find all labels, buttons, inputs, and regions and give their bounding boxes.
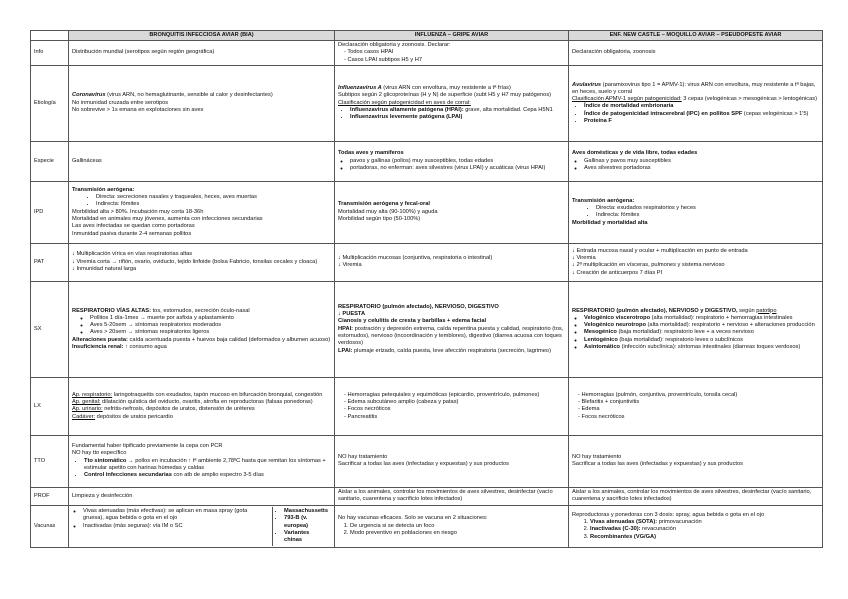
- cell-tto-newcastle: NO hay tratamiento Sacrificar a todas las aves (infectadas y expuestas) y sus productos: [569, 435, 823, 487]
- row-label-info: Info: [31, 41, 69, 66]
- row-pat: [31, 243, 823, 281]
- row-etiologia: [31, 65, 823, 141]
- row-label-sx: SX: [31, 281, 69, 377]
- row-sx: [31, 281, 823, 377]
- header-corner: [31, 31, 69, 41]
- cell-etiologia-bia: Coronavirus (virus ARN, no hemaglutinante, sensible al calor y desinfectantes) No inmunidad cruzada entre serotipos No sobrevive > 1s emana en explotaciones sin aves: [69, 65, 335, 141]
- row-info: [31, 41, 823, 66]
- row-vacunas: [31, 505, 823, 547]
- cell-ipd-newcastle: Transmisión aerógena: • Directa: exudados respiratorios y heces • Indirecta: fómites Morbilidad y mortalidad alta: [569, 181, 823, 243]
- cell-tto-bia: Fundamental haber tipificado previamente la cepa con PCR NO hay tto específico • Tto sintomático → pollos en incubación ↑ tª ambiente 2,78ºC hasta que remitan los síntomas + estimular apetito con harinas húmedas y caldas • Control infecciones secundarias con atb de amplio espectro 3-5 días: [69, 435, 335, 487]
- header-bia: BRONQUITIS INFECCIOSA AVIAR (BIA): [69, 31, 335, 41]
- row-lx: [31, 377, 823, 435]
- comparison-table: [30, 30, 823, 548]
- row-label-prof: PROF: [31, 487, 69, 505]
- cell-especie-bia: Gallináceas: [69, 141, 335, 181]
- cell-ipd-bia: Transmisión aerógena: • Directa: secreciones nasales y traqueales, heces, aves muertas • Indirecta: fómites Morbilidad alta > 80%. Incubación muy corta 18-36h Mortalidad en animales muy jóvenes, aumenta con infecciones secundarias Las aves infectadas se quedan como portadoras Inmunidad pasiva durante 2-4 semanas pollitos: [69, 181, 335, 243]
- header-influenza: INFLUENZA – GRIPE AVIAR: [335, 31, 569, 41]
- cell-sx-influenza: RESPIRATORIO (pulmón afectado), NERVIOSO, DIGESTIVO ↓ PUESTA Cianosis y celulitis de cresta y barbillas + edema facial HPAI: postración y depresión extrema, caída repentina puesta y calidad, respiratorio (tos, estornudos), nervioso (incoordinación y temblores), digestivo (diarrea acuosa con toques verdosos) LPAI: plumaje erizado, caída puesta, leve afección respiratoria (secreción, lagrimeo): [335, 281, 569, 377]
- cell-info-newcastle: Declaración obligatoria, zoonosis: [569, 41, 823, 66]
- cell-info-bia: Distribución mundial (serotipos según región geográfica): [69, 41, 335, 66]
- cell-vacunas-newcastle: Reproductoras y ponedoras con 3 dosis: spray, agua bebida o gota en el ojo 1. Vivas atenuadas (SOTA): primovacunación 2. Inactivadas (C-30): revacunación 3. Recombinantes (VG/GA): [569, 505, 823, 547]
- row-tto: [31, 435, 823, 487]
- cell-prof-newcastle: Aislar a los animales, controlar los movimientos de aves silvestres, desinfectar (vacío sanitario, cuarentena y sacrificio lotes infectados): [569, 487, 823, 505]
- cell-lx-bia: Ap. respiratorio: laringotraqueitis con exudados, tapón mucoso en bifurcación bronquial, congestión Ap. genital: dilatación quística del oviducto, ovaritis, atrofia en reproductoras (falsas ponedoras) Ap. urinario: nefritis-nefrosis, depósitos de uratos, distensión de uréteres Cadáver: depósitos de uratos pericardio: [69, 377, 335, 435]
- row-label-especie: Especie: [31, 141, 69, 181]
- row-label-ipd: IPD: [31, 181, 69, 243]
- cell-especie-newcastle: Aves domésticas y de vida libre, todas edades ◦ Gallinas y pavos muy susceptibles ◦ Aves silvestres portadoras: [569, 141, 823, 181]
- cell-especie-influenza: Todas aves y mamíferos ◦ pavos y gallinas (pollos) muy susceptibles, todas edades ◦ portadoras, no enferman: aves silvestres (virus LPAI) y acuáticas (virus HPAI): [335, 141, 569, 181]
- row-label-pat: PAT: [31, 243, 69, 281]
- cell-lx-newcastle: - Hemorragias (pulmón, conjuntiva, proventrículo, tonsila cecal) - Blefaritis + conjuntivitis - Edema - Focos necróticos: [569, 377, 823, 435]
- cell-sx-bia: RESPIRATORIO VÍAS ALTAS: tos, estornudos, secreción óculo-nasal ◦ Pollitos 1 día-1mes → muerte por asfixia y aplastamiento ◦ Aves 5-20sem → síntomas respiratorios moderados ◦ Aves > 20sem → síntomas respiratorios ligeros Alteraciones puesta: caída acentuada puesta + huevos baja calidad (deformados y albumen acuoso) Insuficiencia renal: ↑ consumo agua: [69, 281, 335, 377]
- cell-pat-influenza: ↓ Multiplicación mucosas (conjuntiva, respiratoria o intestinal) ↓ Viremia: [335, 243, 569, 281]
- cell-info-influenza: Declaración obligatoria y zoonosis. Declarar: - Todos casos HPAI - Casos LPAI subtipos H5 y H7: [335, 41, 569, 66]
- row-ipd: [31, 181, 823, 243]
- row-label-tto: TTO: [31, 435, 69, 487]
- row-label-vacunas: Vacunas: [31, 505, 69, 547]
- cell-etiologia-influenza: Influenzavirus A (virus ARN con envoltura, muy resistente a tª frías) Subtipos según 2 glicoproteínas (H y N) de superficie (subt H5 y H7 muy patógenos) Clasificación según patogenicidad en aves de corral: • Influenzavirus altamente patógena (HPAI): grave, alta mortalidad. Cepa H5N1 • Influenzavirus levemente patógena (LPAI): [335, 65, 569, 141]
- cell-ipd-influenza: Transmisión aerógena y fecal-oral Mortalidad muy alta (90-100%) y aguda Morbilidad según tipo (50-100%): [335, 181, 569, 243]
- cell-lx-influenza: - Hemorragias petequiales y equimóticas (epicardio, proventrículo, pulmones) - Edema subcutáneo amplio (cabeza y patas) - Focos necróticos - Pancreatitis: [335, 377, 569, 435]
- cell-pat-bia: ↓ Multiplicación vírica en vías respiratorias altas ↓ Viremia corta → riñón, ovario, oviducto, tejido linfoide (bolsa Fabricio, tonsilas cecales y cloaca) ↓ Inmunidad natural larga: [69, 243, 335, 281]
- cell-tto-influenza: NO hay tratamiento Sacrificar a todas las aves (infectadas y expuestas) y sus productos: [335, 435, 569, 487]
- header-row: [31, 31, 823, 41]
- row-label-etiologia: Etiología: [31, 65, 69, 141]
- cell-prof-bia: Limpieza y desinfección: [69, 487, 335, 505]
- cell-etiologia-newcastle: Avulavirus (paramixovirus tipo 1 = APMV-1): virus ARN con envoltura, muy resistente a tª bajas, en heces, suelo y corral Clasificación APMV-1 según patogenicidad: 3 cepas (velogénicas > mesogénicas > lentogénicas) • Índice de mortalidad embrionaria • Índice de patogenicidad intracerebral (IPC) en pollitos SPF (cepas velogénicas > 1'5) • Proteína F: [569, 65, 823, 141]
- cell-sx-newcastle: RESPIRATORIO (pulmón afectado), NERVIOSO y DIGESTIVO, según patotipo ◦ Velogénico viscerotropo (alta mortalidad): respiratorio + hemorragias intestinales ◦ Velogénico neurotropo (alta mortalidad): respiratorio + nervioso + alteraciones producción ◦ Mesogénico (baja mortalidad): respiratorio leve + a veces nervioso ◦ Lentogénico (baja mortalidad): respiratorio leves o subclínicos ◦ Asintomático (infección subclínica): síntomas intestinales (diarreas toques verdosos): [569, 281, 823, 377]
- row-label-lx: LX: [31, 377, 69, 435]
- row-prof: [31, 487, 823, 505]
- cell-vacunas-bia: ◦ Vivas atenuadas (más efectivas): se aplican en masa spray (gota gruesa), agua bebida o gota en el ojo ◦ Inactivadas (más seguras): vía IM o SC • Massachussetts • 793-B (v. europea) • Variantes chinas: [69, 505, 335, 547]
- cell-pat-newcastle: ↓ Entrada mucosa nasal y ocular + multiplicación en punto de entrada ↓ Viremia ↓ 2ª multiplicación en vísceras, pulmones y sistema nervioso ↓ Creación de anticuerpos 7 días PI: [569, 243, 823, 281]
- row-especie: [31, 141, 823, 181]
- header-newcastle: ENF. NEW CASTLE – MOQUILLO AVIAR – PSEUDOPESTE AVIAR: [569, 31, 823, 41]
- cell-vacunas-influenza: No hay vacunas eficaces. Solo se vacuna en 2 situaciones: 1. De urgencia si se detecta un foco 2. Modo preventivo en poblaciones en riesgo: [335, 505, 569, 547]
- cell-prof-influenza: Aislar a los animales, controlar los movimientos de aves silvestres, desinfectar (vacío sanitario, cuarentena y sacrificio lotes infectados): [335, 487, 569, 505]
